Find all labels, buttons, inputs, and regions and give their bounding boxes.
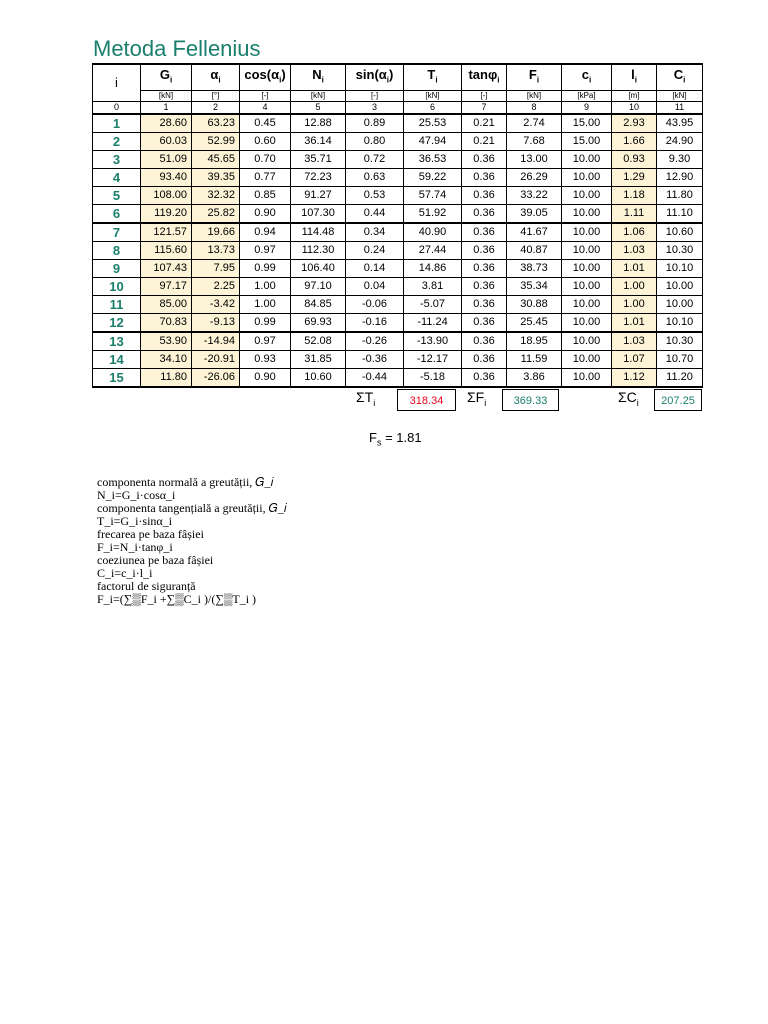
table-cell: 1.29: [612, 168, 657, 186]
table-cell: 0.36: [462, 186, 507, 204]
slice-index: 5: [93, 186, 141, 204]
header-col-10: $C_i$: [657, 64, 703, 90]
table-cell: 10.00: [562, 350, 612, 368]
table-cell: 31.85: [291, 350, 346, 368]
unit-cell: [-]: [462, 90, 507, 101]
index-cell: 2: [192, 101, 240, 114]
table-cell: 119.20: [141, 204, 192, 223]
table-cell: -14.94: [192, 332, 240, 351]
header-col-1: $\alpha_i$: [192, 64, 240, 90]
note-line: T_i=G_i·sinα_i: [97, 514, 173, 528]
slice-index: 9: [93, 259, 141, 277]
table-cell: 1.01: [612, 313, 657, 332]
table-cell: 10.60: [291, 368, 346, 387]
table-cell: 10.00: [562, 168, 612, 186]
table-cell: 57.74: [404, 186, 462, 204]
table-cell: 18.95: [507, 332, 562, 351]
table-cell: 0.77: [240, 168, 291, 186]
table-row: [93, 114, 703, 133]
table-cell: 28.60: [141, 114, 192, 133]
table-cell: 14.86: [404, 259, 462, 277]
note-line: coeziunea pe baza fâșiei: [97, 553, 214, 567]
table-cell: 10.00: [657, 295, 703, 313]
header-col-2: $\cos(\alpha_i)$: [240, 64, 291, 90]
table-cell: 39.35: [192, 168, 240, 186]
table-cell: 70.83: [141, 313, 192, 332]
table-cell: 0.36: [462, 150, 507, 168]
table-cell: 59.22: [404, 168, 462, 186]
table-cell: 0.90: [240, 204, 291, 223]
table-cell: 0.36: [462, 368, 507, 387]
slice-index: 10: [93, 277, 141, 295]
table-cell: 0.93: [612, 150, 657, 168]
table-cell: 11.20: [657, 368, 703, 387]
table-row: [93, 132, 703, 150]
table-cell: 2.74: [507, 114, 562, 133]
table-cell: 10.30: [657, 241, 703, 259]
table-cell: 0.36: [462, 223, 507, 242]
table-cell: 0.36: [462, 204, 507, 223]
table-cell: 3.86: [507, 368, 562, 387]
sum-f-label: $\Sigma F_i$: [467, 389, 487, 408]
table-cell: 0.36: [462, 350, 507, 368]
index-cell: 1: [141, 101, 192, 114]
table-cell: 3.81: [404, 277, 462, 295]
table-cell: 27.44: [404, 241, 462, 259]
table-cell: 13.00: [507, 150, 562, 168]
note-line: componenta normală a greutății, 𝐺_𝑖: [97, 475, 274, 489]
table-cell: -0.36: [346, 350, 404, 368]
table-cell: 0.99: [240, 313, 291, 332]
table-cell: 15.00: [562, 114, 612, 133]
sum-c-value: 207.25: [654, 389, 702, 411]
header-col-8: $c_i$: [562, 64, 612, 90]
slice-index: 8: [93, 241, 141, 259]
table-cell: 1.18: [612, 186, 657, 204]
table-cell: 85.00: [141, 295, 192, 313]
table-cell: 1.00: [240, 295, 291, 313]
table-cell: 25.45: [507, 313, 562, 332]
table-cell: 93.40: [141, 168, 192, 186]
note-line: componenta tangențială a greutății, 𝐺_𝑖: [97, 501, 287, 515]
table-cell: 0.60: [240, 132, 291, 150]
unit-cell: [-]: [240, 90, 291, 101]
table-cell: 1.01: [612, 259, 657, 277]
table-cell: 7.95: [192, 259, 240, 277]
table-cell: 0.21: [462, 114, 507, 133]
unit-cell: [kN]: [507, 90, 562, 101]
table-cell: 52.99: [192, 132, 240, 150]
table-cell: 0.89: [346, 114, 404, 133]
header-col-5: $T_i$: [404, 64, 462, 90]
header-row: [93, 64, 703, 90]
sum-c-label: $\Sigma C_i$: [618, 389, 639, 408]
table-cell: 72.23: [291, 168, 346, 186]
table-cell: 0.53: [346, 186, 404, 204]
note-line: F_i=(∑▒F_i +∑▒C_i )/(∑▒T_i ): [97, 592, 257, 606]
units-row: [93, 90, 703, 101]
table-cell: 0.36: [462, 168, 507, 186]
table-cell: 0.24: [346, 241, 404, 259]
table-cell: 0.90: [240, 368, 291, 387]
unit-cell: [-]: [346, 90, 404, 101]
table-cell: 10.00: [562, 313, 612, 332]
table-row: [93, 168, 703, 186]
table-cell: 2.25: [192, 277, 240, 295]
table-cell: 108.00: [141, 186, 192, 204]
table-cell: 12.90: [657, 168, 703, 186]
table-cell: 1.07: [612, 350, 657, 368]
table-cell: 0.93: [240, 350, 291, 368]
table-cell: -0.16: [346, 313, 404, 332]
table-cell: 1.11: [612, 204, 657, 223]
sum-t-label: $\Sigma T_i$: [356, 389, 376, 408]
note-line: F_i=N_i·tanφ_i: [97, 540, 173, 554]
table-cell: 114.48: [291, 223, 346, 242]
table-cell: 10.00: [562, 277, 612, 295]
table-row: [93, 241, 703, 259]
table-cell: -0.44: [346, 368, 404, 387]
table-cell: 1.66: [612, 132, 657, 150]
index-cell: 8: [507, 101, 562, 114]
table-cell: 0.36: [462, 277, 507, 295]
table-row: [93, 295, 703, 313]
header-col-7: $F_i$: [507, 64, 562, 90]
table-cell: -13.90: [404, 332, 462, 351]
table-cell: 0.45: [240, 114, 291, 133]
table-cell: 38.73: [507, 259, 562, 277]
table-cell: 11.10: [657, 204, 703, 223]
table-row: [93, 150, 703, 168]
formula-notes: [97, 476, 287, 606]
table-cell: 10.00: [562, 241, 612, 259]
table-cell: 0.36: [462, 259, 507, 277]
table-cell: -3.42: [192, 295, 240, 313]
table-cell: 11.80: [141, 368, 192, 387]
slice-index: 11: [93, 295, 141, 313]
table-cell: 10.00: [562, 332, 612, 351]
table-cell: 11.59: [507, 350, 562, 368]
table-cell: 36.53: [404, 150, 462, 168]
header-col-0: $G_i$: [141, 64, 192, 90]
table-cell: 1.03: [612, 241, 657, 259]
table-cell: 25.82: [192, 204, 240, 223]
table-cell: 10.00: [562, 368, 612, 387]
table-cell: 10.70: [657, 350, 703, 368]
table-cell: 12.88: [291, 114, 346, 133]
index-cell: 10: [612, 101, 657, 114]
table-cell: 15.00: [562, 132, 612, 150]
table-cell: 36.14: [291, 132, 346, 150]
table-cell: 0.94: [240, 223, 291, 242]
table-cell: 2.93: [612, 114, 657, 133]
table-cell: 0.36: [462, 313, 507, 332]
index-cell: 0: [93, 101, 141, 114]
table-cell: 10.10: [657, 259, 703, 277]
table-cell: 0.36: [462, 241, 507, 259]
table-cell: 30.88: [507, 295, 562, 313]
table-cell: 52.08: [291, 332, 346, 351]
unit-cell: [kPa]: [562, 90, 612, 101]
table-row: [93, 277, 703, 295]
table-cell: 0.85: [240, 186, 291, 204]
slice-index: 4: [93, 168, 141, 186]
note-line: factorul de siguranță: [97, 579, 196, 593]
table-cell: 1.00: [612, 277, 657, 295]
table-cell: 39.05: [507, 204, 562, 223]
table-cell: 25.53: [404, 114, 462, 133]
table-cell: -11.24: [404, 313, 462, 332]
table-cell: 97.10: [291, 277, 346, 295]
slice-index: 15: [93, 368, 141, 387]
fellenius-table: [92, 63, 703, 388]
table-cell: 107.43: [141, 259, 192, 277]
table-cell: 11.80: [657, 186, 703, 204]
table-cell: 9.30: [657, 150, 703, 168]
safety-factor: $F_s = 1.81$: [369, 430, 422, 448]
header-col-6: tanφ$_i$: [462, 64, 507, 90]
table-cell: 106.40: [291, 259, 346, 277]
table-row: [93, 368, 703, 387]
sum-t-value: 318.34: [397, 389, 456, 411]
table-cell: 41.67: [507, 223, 562, 242]
index-cell: 4: [240, 101, 291, 114]
table-cell: 107.30: [291, 204, 346, 223]
table-cell: 0.63: [346, 168, 404, 186]
slice-index: 1: [93, 114, 141, 133]
sum-f-value: 369.33: [502, 389, 559, 411]
table-cell: 19.66: [192, 223, 240, 242]
table-cell: 0.99: [240, 259, 291, 277]
table-cell: 0.36: [462, 332, 507, 351]
table-cell: 10.00: [562, 259, 612, 277]
header-i: i: [93, 64, 141, 101]
table-cell: 1.03: [612, 332, 657, 351]
table-cell: 84.85: [291, 295, 346, 313]
table-row: [93, 204, 703, 223]
table-cell: 47.94: [404, 132, 462, 150]
table-cell: 45.65: [192, 150, 240, 168]
table-cell: 10.60: [657, 223, 703, 242]
slice-index: 12: [93, 313, 141, 332]
unit-cell: [°]: [192, 90, 240, 101]
table-cell: 53.90: [141, 332, 192, 351]
unit-cell: [kN]: [291, 90, 346, 101]
table-cell: 0.80: [346, 132, 404, 150]
note-line: N_i=G_i·cosα_i: [97, 488, 176, 502]
note-line: C_i=c_i·l_i: [97, 566, 153, 580]
table-cell: 1.00: [612, 295, 657, 313]
index-cell: 9: [562, 101, 612, 114]
table-cell: 1.00: [240, 277, 291, 295]
table-cell: 33.22: [507, 186, 562, 204]
table-cell: 1.06: [612, 223, 657, 242]
page-title: Metoda Fellenius: [93, 36, 261, 61]
slice-index: 3: [93, 150, 141, 168]
unit-cell: [kN]: [657, 90, 703, 101]
table-cell: 51.09: [141, 150, 192, 168]
table-cell: 0.36: [462, 295, 507, 313]
table-cell: 10.10: [657, 313, 703, 332]
table-cell: 97.17: [141, 277, 192, 295]
table-cell: 40.87: [507, 241, 562, 259]
table-cell: 7.68: [507, 132, 562, 150]
table-row: [93, 350, 703, 368]
table-cell: -5.18: [404, 368, 462, 387]
table-cell: 0.97: [240, 332, 291, 351]
table-cell: 10.00: [562, 186, 612, 204]
table-cell: 60.03: [141, 132, 192, 150]
header-col-9: $l_i$: [612, 64, 657, 90]
table-cell: 121.57: [141, 223, 192, 242]
table-cell: 24.90: [657, 132, 703, 150]
index-cell: 6: [404, 101, 462, 114]
table-cell: -5.07: [404, 295, 462, 313]
table-cell: -26.06: [192, 368, 240, 387]
table-cell: 10.00: [562, 150, 612, 168]
index-cell: 3: [346, 101, 404, 114]
table-cell: 10.00: [657, 277, 703, 295]
slice-index: 6: [93, 204, 141, 223]
table-cell: 0.44: [346, 204, 404, 223]
table-cell: -0.06: [346, 295, 404, 313]
table-cell: 0.72: [346, 150, 404, 168]
slice-index: 13: [93, 332, 141, 351]
table-row: [93, 313, 703, 332]
table-cell: 40.90: [404, 223, 462, 242]
index-cell: 7: [462, 101, 507, 114]
table-cell: 35.34: [507, 277, 562, 295]
index-cell: 5: [291, 101, 346, 114]
table-cell: -0.26: [346, 332, 404, 351]
table-cell: 0.97: [240, 241, 291, 259]
header-col-4: $\sin(\alpha_i)$: [346, 64, 404, 90]
table-cell: -12.17: [404, 350, 462, 368]
table-cell: 51.92: [404, 204, 462, 223]
slice-index: 2: [93, 132, 141, 150]
table-row: [93, 186, 703, 204]
note-line: frecarea pe baza fâșiei: [97, 527, 204, 541]
table-cell: 0.04: [346, 277, 404, 295]
table-row: [93, 332, 703, 351]
table-cell: 34.10: [141, 350, 192, 368]
unit-cell: [kN]: [141, 90, 192, 101]
table-cell: 91.27: [291, 186, 346, 204]
table-cell: -20.91: [192, 350, 240, 368]
table-cell: 10.00: [562, 223, 612, 242]
table-cell: 69.93: [291, 313, 346, 332]
table-row: [93, 259, 703, 277]
table-cell: 63.23: [192, 114, 240, 133]
table-cell: 112.30: [291, 241, 346, 259]
table-cell: 32.32: [192, 186, 240, 204]
table-cell: -9.13: [192, 313, 240, 332]
table-cell: 26.29: [507, 168, 562, 186]
index-row: [93, 101, 703, 114]
header-col-3: $N_i$: [291, 64, 346, 90]
table-cell: 10.00: [562, 295, 612, 313]
table-row: [93, 223, 703, 242]
unit-cell: [m]: [612, 90, 657, 101]
table-cell: 35.71: [291, 150, 346, 168]
slice-index: 14: [93, 350, 141, 368]
unit-cell: [kN]: [404, 90, 462, 101]
table-cell: 0.70: [240, 150, 291, 168]
table-cell: 115.60: [141, 241, 192, 259]
table-cell: 0.21: [462, 132, 507, 150]
table-cell: 10.30: [657, 332, 703, 351]
table-cell: 43.95: [657, 114, 703, 133]
slice-index: 7: [93, 223, 141, 242]
table-cell: 10.00: [562, 204, 612, 223]
table-cell: 1.12: [612, 368, 657, 387]
table-cell: 13.73: [192, 241, 240, 259]
index-cell: 11: [657, 101, 703, 114]
table-cell: 0.14: [346, 259, 404, 277]
table-cell: 0.34: [346, 223, 404, 242]
